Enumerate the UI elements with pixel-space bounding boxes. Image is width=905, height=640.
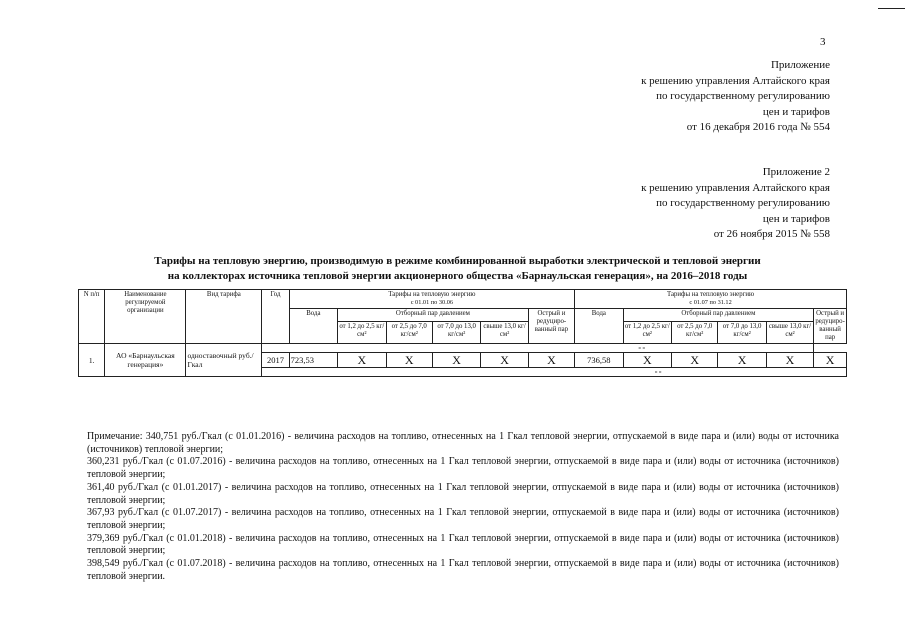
title-line-1: Тарифы на тепловую энергию, производимую в режиме комбинированной выработки электрической и тепловой энергии (154, 255, 761, 267)
notes-block (87, 431, 839, 583)
sharp-steam-header: Острый и редуциро-ванный пар (814, 309, 847, 344)
appendix-1-line: по государственному регулированию (656, 90, 830, 102)
appendix-2-line: Приложение 2 (762, 166, 830, 178)
x-cell: Х (672, 353, 718, 368)
corner-line (878, 8, 905, 9)
appendix-2-line: по государственному регулированию (656, 197, 830, 209)
appendix-1-line: к решению управления Алтайского края (641, 74, 830, 87)
note-paragraph: 361,40 руб./Гкал (с 01.01.2017) - величина расходов на топливо, отнесенных на 1 Гкал тепловой энергии, отпускаемой в виде пара и (или) воды от источника (источников) тепловой энергии; (87, 481, 839, 506)
pressure-3-header: от 7,0 до 13,0 кг/см² (432, 321, 480, 343)
x-cell: Х (528, 353, 574, 368)
x-cell: Х (718, 353, 766, 368)
row-org: АО «Барнаульская генерация» (105, 344, 186, 377)
note-paragraph: Примечание: 340,751 руб./Гкал (с 01.01.2016) - величина расходов на топливо, отнесенных на 1 Гкал тепловой энергии, отпускаемой в виде пара и (или) воды от источника (источников) тепловой энергии; (87, 431, 839, 455)
pressure-3-header: от 7,0 до 13,0 кг/см² (718, 321, 766, 343)
period-2-dates: с 01.07 по 31.12 (689, 299, 732, 306)
row-tariff-type: одноставочный руб./Гкал (186, 344, 262, 377)
note-paragraph: 360,231 руб./Гкал (с 01.07.2016) - величина расходов на топливо, отнесенных на 1 Гкал тепловой энергии, отпускаемой в виде пара и (или) воды от источника (источников) тепловой энергии; (87, 456, 839, 481)
appendix-1-line: от 16 декабря 2016 года № 554 (686, 121, 830, 133)
steam-group-header: Отборный пар давлением (338, 309, 529, 322)
x-cell: Х (623, 353, 671, 368)
appendix-2-line: от 26 ноября 2015 № 558 (713, 228, 830, 240)
pressure-2-header: от 2,5 до 7,0 кг/см² (386, 321, 432, 343)
group-title: Тарифы на тепловую энергию (667, 291, 755, 298)
col-num-header: N п/п (79, 290, 105, 344)
marker-top: « » (638, 345, 646, 351)
title-line-2: на коллекторах источника тепловой энергии акционерного общества «Барнаульская генерация», на 2016–2018 годы (167, 270, 748, 282)
x-cell: Х (814, 353, 847, 368)
pressure-4-header: свыше 13,0 кг/см² (766, 321, 813, 343)
note-paragraph: 367,93 руб./Гкал (с 01.07.2017) - величина расходов на топливо, отнесенных на 1 Гкал тепловой энергии, отпускаемой в виде пара и (или) воды от источника (источников) тепловой энергии; (87, 507, 839, 531)
tariff-table (78, 289, 847, 377)
page-number: 3 (820, 36, 826, 48)
appendix-2-header (641, 165, 830, 243)
water-header: Вода (289, 309, 337, 344)
note-paragraph: 379,369 руб./Гкал (с 01.01.2018) - величина расходов на топливо, отнесенных на 1 Гкал тепловой энергии, отпускаемой в виде пара и (или) воды от источника (источников) тепловой энергии; (87, 532, 839, 557)
note-paragraph: 398,549 руб./Гкал (с 01.07.2018) - величина расходов на топливо, отнесенных на 1 Гкал тепловой энергии, отпускаемой в виде пара и (или) воды от источника (источников) тепловой энергии. (87, 558, 839, 582)
appendix-2-line: к решению управления Алтайского края (641, 181, 830, 194)
water-header: Вода (575, 309, 623, 344)
group-title: Тарифы на тепловую энергию (388, 291, 476, 298)
appendix-2-line: цен и тарифов (762, 212, 830, 225)
appendix-1-line: Приложение (770, 59, 830, 71)
period-1-dates: с 01.01 по 30.06 (410, 299, 454, 306)
col-tariff-type-header: Вид тарифа (186, 290, 262, 344)
marker-bottom: « » (654, 369, 662, 375)
x-cell: Х (766, 353, 813, 368)
col-year-header: Год (262, 290, 289, 344)
marker-cell (262, 344, 814, 353)
marker-cell (262, 368, 847, 377)
x-cell: Х (481, 353, 528, 368)
x-cell: Х (386, 353, 432, 368)
marker-row-top (79, 344, 847, 353)
row-year: 2017 (262, 353, 289, 368)
x-cell: Х (432, 353, 480, 368)
pressure-4-header: свыше 13,0 кг/см² (481, 321, 528, 343)
document-title (90, 254, 825, 284)
water-value-1: 723,53 (289, 353, 337, 368)
row-num: 1. (79, 344, 105, 377)
x-cell: Х (338, 353, 386, 368)
appendix-1-line: цен и тарифов (762, 105, 830, 118)
period-2-header (575, 290, 847, 309)
period-1-header (289, 290, 574, 309)
col-org-header: Наименование регулируемой организации (105, 290, 186, 344)
pressure-1-header: от 1,2 до 2,5 кг/см² (338, 321, 386, 343)
sharp-steam-header: Острый и редуциро-ванный пар (528, 309, 574, 344)
pressure-1-header: от 1,2 до 2,5 кг/см² (623, 321, 671, 343)
pressure-2-header: от 2,5 до 7,0 кг/см² (672, 321, 718, 343)
water-value-2: 736,58 (575, 353, 623, 368)
steam-group-header: Отборный пар давлением (623, 309, 814, 322)
appendix-1-header (641, 58, 830, 136)
header-row-1 (79, 290, 847, 309)
